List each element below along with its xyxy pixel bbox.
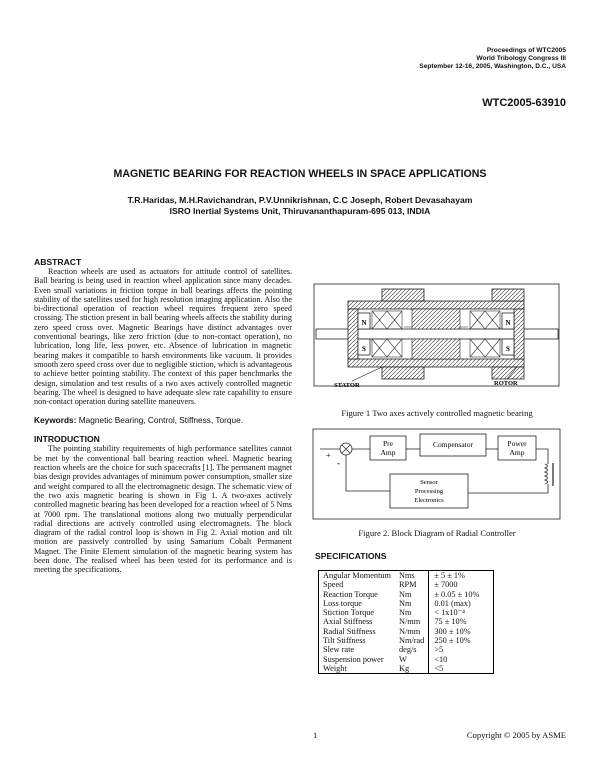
- header-line-1: Proceedings of WTC2005: [486, 47, 566, 54]
- spec-name: Stiction Torque: [319, 608, 393, 617]
- stator-hub-top: [412, 309, 460, 329]
- spec-unit: Nm: [393, 590, 429, 599]
- keywords: [34, 415, 292, 425]
- label-n-right: N: [505, 319, 511, 327]
- page-number: 1: [313, 730, 318, 740]
- spec-value: <10: [429, 655, 494, 664]
- spec-unit: Nm: [393, 608, 429, 617]
- rotor-left-wall: [348, 309, 358, 359]
- spec-name: Radial Stiffness: [319, 627, 393, 636]
- spec-value: ± 7000: [429, 580, 494, 589]
- figure-1-caption: Figure 1 Two axes actively controlled magnetic bearing: [341, 408, 533, 418]
- paper-title: MAGNETIC BEARING FOR REACTION WHEELS IN SPACE APPLICATIONS: [113, 168, 487, 180]
- wheel-rim-top-left: [382, 289, 424, 301]
- header-line-3: September 12-16, 2005, Washington, D.C., USA: [419, 63, 566, 70]
- wheel-rim-top-right: [492, 289, 524, 301]
- affiliation: ISRO Inertial Systems Unit, Thiruvananthapuram-695 013, INDIA: [169, 206, 431, 216]
- spec-value: < 1x10⁻⁴: [429, 608, 494, 617]
- figure-2-caption: Figure 2. Block Diagram of Radial Controller: [358, 528, 516, 538]
- spec-row: [319, 645, 494, 654]
- spec-unit: Nms: [393, 571, 429, 581]
- wheel-rim-bottom-left: [382, 367, 424, 379]
- specifications-table: [318, 570, 494, 674]
- electromagnet-coil: [545, 464, 548, 484]
- copyright: Copyright © 2005 by ASME: [466, 730, 566, 740]
- spec-name: Angular Momentum: [319, 571, 393, 581]
- authors: T.R.Haridas, M.H.Ravichandran, P.V.Unnikrishnan, C.C Joseph, Robert Devasahayam: [127, 195, 473, 205]
- sign-plus: +: [326, 451, 331, 460]
- wheel-rim-bottom-right: [492, 367, 524, 379]
- label-s-right: S: [506, 345, 510, 353]
- stator-hub-bottom: [412, 339, 460, 359]
- spec-row: [319, 664, 494, 674]
- spec-value: 75 ± 10%: [429, 617, 494, 626]
- spec-unit: Nm: [393, 599, 429, 608]
- left-column: [34, 257, 292, 575]
- spec-name: Speed: [319, 580, 393, 589]
- spec-value: ± 0.05 ± 10%: [429, 590, 494, 599]
- spec-row: [319, 599, 494, 608]
- paper-id: WTC2005-63910: [482, 97, 566, 109]
- spec-value: <5: [429, 664, 494, 674]
- spec-row: [319, 590, 494, 599]
- abstract-text: Reaction wheels are used as actuators for attitude control of satellites. Ball bearing is being used in reaction wheel application since many decades. Even small variations in friction torque in ball bearings affects the pointing stability of the satellites used for high resolution imaging application. Also the bi-directional operation of reaction wheel requires frequent zero speed crossing. The stiction present in ball bearing wheels affects the stability during zero speed cross over. Magnetic Bearings have distinct advantages over conventional bearings, like zero friction (due to non-contact operation), no lubrication, long life, less power, etc. Absence of lubrication in magnetic bearing makes it compatible to harsh environments like vacuum. It provides smooth zero speed cross over due to negligible stiction, which is advantageous to achieve better pointing stability. The context of this paper benchmarks the design, simulation and test results of a two axes actively controlled magnetic bearing. The wheel is designed to have adequate slew rate capability to ensure non-contact operation during satellite maneuvers.: [34, 267, 292, 407]
- spec-row: [319, 608, 494, 617]
- stator-leader: [352, 367, 382, 381]
- keywords-label: Keywords:: [34, 415, 77, 426]
- figure-1-magnetic-bearing-diagram: [312, 283, 562, 393]
- line-to-sensor: [468, 484, 548, 493]
- label-stator: STATOR: [334, 382, 360, 389]
- spec-value: ± 5 ± 1%: [429, 571, 494, 581]
- abstract-heading: ABSTRACT: [34, 257, 82, 267]
- pre-amp-label-2: Amp: [380, 448, 396, 457]
- sensor-label-2: Processing: [414, 488, 444, 495]
- spec-unit: deg/s: [393, 645, 429, 654]
- spec-row: [319, 627, 494, 636]
- rotor-rim-bottom: [348, 359, 524, 367]
- keywords-text: Magnetic Bearing, Control, Stiffness, Torque.: [78, 415, 244, 426]
- figure-2-block-diagram: [312, 428, 562, 520]
- line-to-coil: [536, 449, 548, 464]
- spec-unit: Nm/rad: [393, 636, 429, 645]
- rotor-right-wall: [514, 309, 524, 359]
- specifications-table-wrapper: [318, 570, 494, 674]
- label-n-left: N: [361, 319, 367, 327]
- spec-row: [319, 617, 494, 626]
- rotor-rim-top: [348, 301, 524, 309]
- sign-minus: -: [337, 458, 340, 468]
- spec-value: 300 ± 10%: [429, 627, 494, 636]
- spec-value: 250 ± 10%: [429, 636, 494, 645]
- proceedings-header: [419, 47, 566, 71]
- specifications-heading: SPECIFICATIONS: [315, 551, 387, 561]
- spec-name: Axial Stiffness: [319, 617, 393, 626]
- compensator-label: Compensator: [433, 440, 473, 449]
- spec-name: Tilt Stiffness: [319, 636, 393, 645]
- introduction-text: The pointing stability requirements of high performance satellites cannot be met by the conventional ball bearing reaction wheel. Magnetic bearing reaction wheels are the choice for such spacecrafts [1]. The permanent magnet bias design provides advantages of minimum power consumption, smaller size and weight compared to all the electromagnetic design. The schematic view of the two axis magnetic bearing is shown in Fig 1. A two-axes actively controlled magnetic bearing has been developed for a reaction wheel of 5 Nms at 7000 rpm. The translational motions along two mutually perpendicular radial directions are actively controlled using electromagnets. The block diagram of the radial control loop is shown in Fig 2. Axial motion and tilt motion are passively controlled by using Samarium Cobalt Permanent Magnet. The Finite Element simulation of the magnetic bearing system has been done. The realised wheel has been tested for its performance and is meeting the specifications.: [34, 444, 292, 575]
- spec-unit: Kg: [393, 664, 429, 674]
- spec-row: [319, 571, 494, 581]
- spec-name: Weight: [319, 664, 393, 674]
- spec-name: Loss torque: [319, 599, 393, 608]
- sensor-label-3: Electronics: [414, 497, 444, 504]
- spec-value: >5: [429, 645, 494, 654]
- spec-name: Suspension power: [319, 655, 393, 664]
- spec-name: Slew rate: [319, 645, 393, 654]
- spec-unit: W: [393, 655, 429, 664]
- power-amp-label-1: Power: [507, 439, 527, 448]
- spec-value: 0.01 (max): [429, 599, 494, 608]
- introduction-heading: INTRODUCTION: [34, 434, 100, 445]
- pre-amp-label-1: Pre: [383, 439, 393, 448]
- spec-row: [319, 636, 494, 645]
- label-s-left: S: [362, 345, 366, 353]
- spec-unit: N/mm: [393, 617, 429, 626]
- spec-name: Reaction Torque: [319, 590, 393, 599]
- spec-unit: RPM: [393, 580, 429, 589]
- spec-row: [319, 655, 494, 664]
- header-line-2: World Tribology Congress III: [476, 55, 566, 62]
- spec-unit: N/mm: [393, 627, 429, 636]
- label-rotor: ROTOR: [494, 380, 518, 387]
- power-amp-label-2: Amp: [509, 448, 525, 457]
- sensor-label-1: Sensor: [420, 479, 438, 486]
- spec-row: [319, 580, 494, 589]
